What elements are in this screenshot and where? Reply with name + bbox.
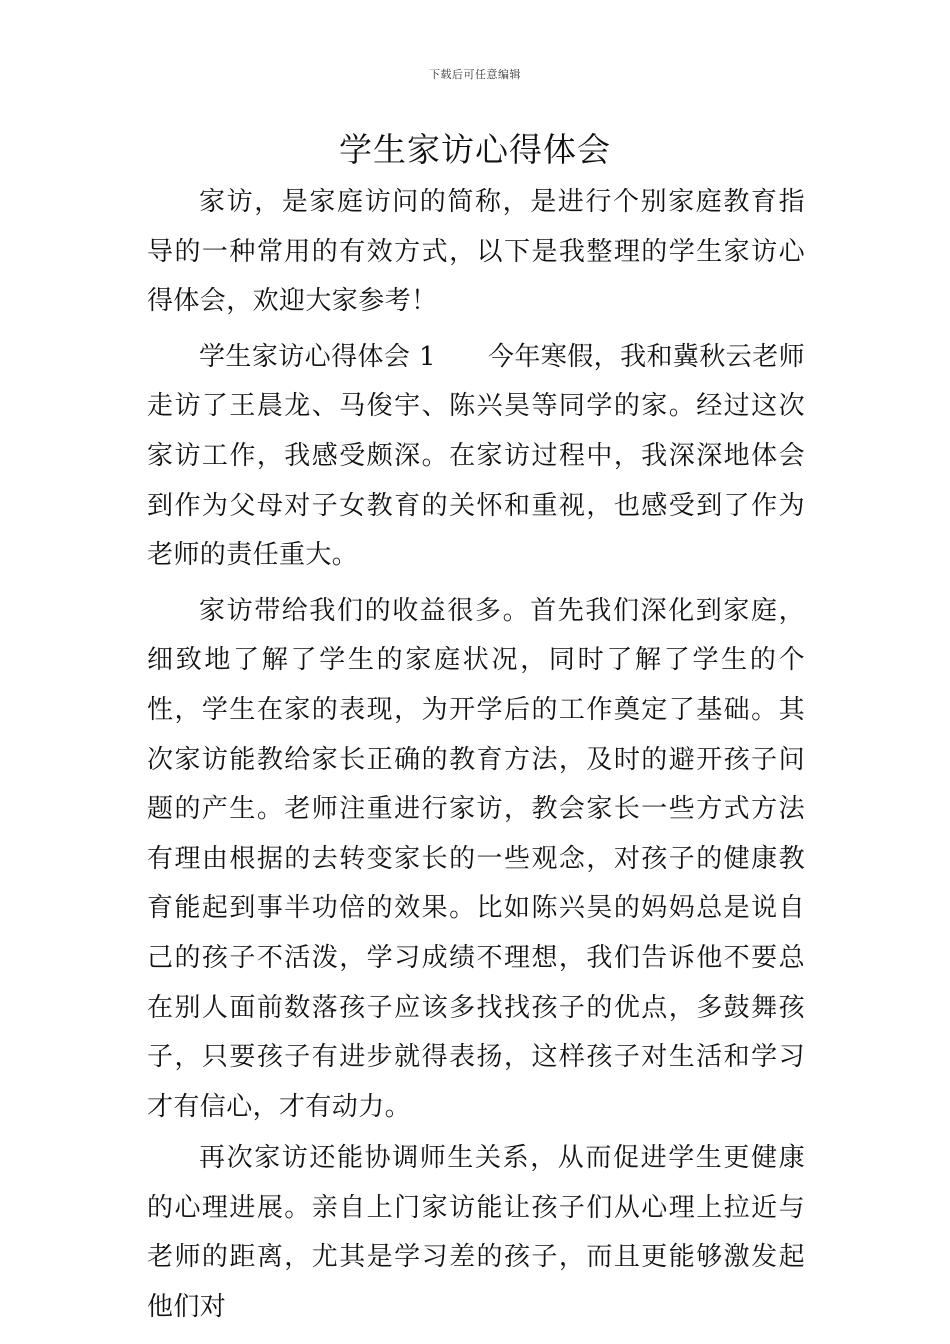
document-title: 学生家访心得体会 [339, 130, 611, 169]
header-note: 下载后可任意编辑 [429, 68, 521, 81]
document-body [147, 178, 805, 1333]
body-paragraph: 再次家访还能协调师生关系，从而促进学生更健康的心理进展。亲自上门家访能让孩子们从心理上拉近与老师的距离，尤其是学习差的孩子，而且更能够激发起他们对 [147, 1143, 805, 1323]
paragraph-text: 今年寒假，我和冀秋云老师走访了王晨龙、马俊宇、陈兴昊等同学的家。经过这次家访工作，我感受颇深。在家访过程中，我深深地体会到作为父母对子女教育的关怀和重视，也感受到了作为老师的责任重大。 [147, 341, 805, 571]
body-paragraph: 家访带给我们的收益很多。首先我们深化到家庭，细致地了解了学生的家庭状况，同时了解了学生的个性，学生在家的表现，为开学后的工作奠定了基础。其次家访能教给家长正确的教育方法，及时的避开孩子问题的产生。老师注重进行家访，教会家长一些方式方法有理由根据的去转变家长的一些观念，对孩子的健康教育能起到事半功倍的效果。比如陈兴昊的妈妈总是说自己的孩子不活泼，学习成绩不理想，我们告诉他不要总在别人面前数落孩子应该多找找孩子的优点，多鼓舞孩子，只要孩子有进步就得表扬，这样孩子对生活和学习才有信心，才有动力。 [147, 595, 805, 1122]
intro-paragraph: 家访，是家庭访问的简称，是进行个别家庭教育指导的一种常用的有效方式，以下是我整理的学生家访心得体会，欢迎大家参考！ [147, 187, 805, 317]
section-paragraph-1 [147, 333, 805, 581]
section-label: 学生家访心得体会 1 [199, 341, 436, 372]
